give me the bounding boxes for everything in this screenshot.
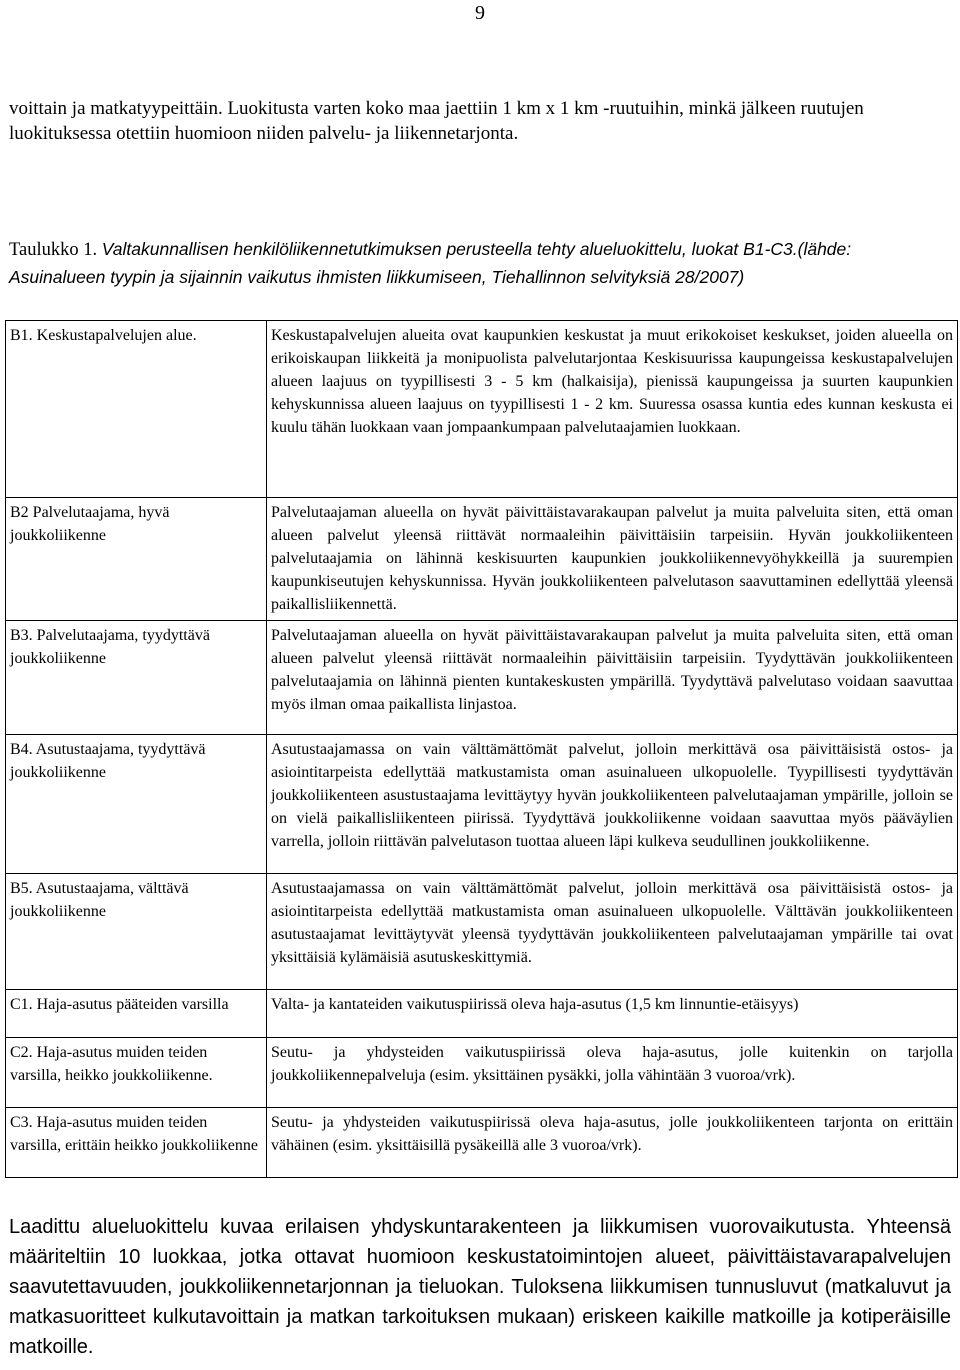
class-label: C1. Haja-asutus pääteiden varsilla: [6, 990, 267, 1038]
table-caption-source: (lähde: Asuinalueen tyypin ja sijainnin vaikutus ihmisten liikkumiseen, Tiehallinnon selvityksiä 28/2007): [9, 239, 852, 287]
table-row: [6, 1038, 958, 1108]
class-label: B1. Keskustapalvelujen alue.: [6, 321, 267, 498]
class-description: Asutustaajamassa on vain välttämättömät palvelut, jolloin merkittävä osa päivittäisistä ostos- ja asiointitarpeista edellyttää matkustamista oman asuinalueen ulkopuolelle. Tyypillisesti tyydyttävän joukkoliikenteen asustustaajama levittäytyy hyvän joukkoliikenteen palvelutaajaman ympärille, jolloin se on vielä paikallisliikenteen piirissä. Tyydyttävä joukkoliikenne voidaan saavuttaa myös pääväylien varrella, jolloin riittävän palvelutason tuottaa alueen läpi kulkeva seudullinen joukkoliikenne.: [267, 735, 958, 874]
table-row: [6, 321, 958, 498]
class-description: Keskustapalvelujen alueita ovat kaupunkien keskustat ja muut erikokoiset keskukset, joiden alueella on erikoiskaupan liikkeitä ja monipuolista palvelutarjontaa Keskisuurissa kaupungeissa keskustapalvelujen alueen laajuus on tyypillisesti 3 - 5 km (halkaisija), pienissä kaupungeissa ja suurten kaupunkien kehyskunnissa alueen laajuus on tyypillisesti 1 - 2 km. Suuressa osassa kuntia edes kunnan keskusta ei kuulu tähän luokkaan vaan jompaankumpaan palvelutaajamien luokkaan.: [267, 321, 958, 498]
area-classification-table: [5, 320, 958, 1178]
page-number: 9: [475, 2, 485, 24]
class-description: Palvelutaajaman alueella on hyvät päivittäistavarakaupan palvelut ja muita palveluita siten, että oman alueen palvelut yleensä riittävät normaaleihin päivittäisiin tarpeisiin. Tyydyttävän joukkoliikenteen palvelutaajamia on lähinnä pienten kuntakeskusten ympärillä. Tyydyttävä palvelutaso voidaan saavuttaa myös ilman omaa paikallista linjastoa.: [267, 621, 958, 735]
table-row: [6, 498, 958, 621]
class-description: Seutu- ja yhdysteiden vaikutuspiirissä oleva haja-asutus, jolle joukkoliikenteen tarjonta on erittäin vähäinen (esim. yksittäisillä pysäkeillä alle 3 vuoroa/vrk).: [267, 1108, 958, 1178]
class-label: B2 Palvelutaajama, hyvä joukkoliikenne: [6, 498, 267, 621]
table-caption: [9, 236, 951, 292]
class-description: Asutustaajamassa on vain välttämättömät palvelut, jolloin merkittävä osa päivittäisistä ostos- ja asiointitarpeista edellyttää matkustamista oman asuinalueen ulkopuolelle. Välttävän joukkoliikenteen asutustaajamat levittäytyvät yleensä tyydyttävän joukkoliikenteen palvelutaajaman ympärille tai ovat yksittäisiä kylämäisiä asutuskeskittymiä.: [267, 874, 958, 990]
class-label: B5. Asutustaajama, välttävä joukkoliikenne: [6, 874, 267, 990]
table-row: [6, 621, 958, 735]
class-description: Palvelutaajaman alueella on hyvät päivittäistavarakaupan palvelut ja muita palveluita siten, että oman alueen palvelut yleensä riittävät normaaleihin päivittäisiin tarpeisiin. Hyvän joukkoliikenteen palvelutaajamia on lähinnä keskisuurten kaupunkien joukkoliikennevyöhykkeillä ja suurempien kaupunkiseutujen kehyskunnissa. Hyvän joukkoliikenteen palvelutason saavuttaminen edellyttää yleensä paikallisliikennettä.: [267, 498, 958, 621]
class-label: C3. Haja-asutus muiden teiden varsilla, erittäin heikko joukkoliikenne: [6, 1108, 267, 1178]
class-label: C2. Haja-asutus muiden teiden varsilla, heikko joukkoliikenne.: [6, 1038, 267, 1108]
class-label: B4. Asutustaajama, tyydyttävä joukkoliikenne: [6, 735, 267, 874]
table-row: [6, 1108, 958, 1178]
table-caption-title: Valtakunnallisen henkilöliikennetutkimuksen perusteella tehty alueluokittelu, luokat B1-C3.: [101, 239, 798, 259]
intro-paragraph: voittain ja matkatyypeittäin. Luokitusta varten koko maa jaettiin 1 km x 1 km -ruutuihin, minkä jälkeen ruutujen luokituksessa otettiin huomioon niiden palvelu- ja liikennetarjonta.: [9, 98, 864, 144]
table-row: [6, 735, 958, 874]
table-row: [6, 990, 958, 1038]
table-caption-label: Taulukko 1.: [9, 240, 98, 260]
class-description: Valta- ja kantateiden vaikutuspiirissä oleva haja-asutus (1,5 km linnuntie-etäisyys): [267, 990, 958, 1038]
table-row: [6, 874, 958, 990]
class-description: Seutu- ja yhdysteiden vaikutuspiirissä oleva haja-asutus, jolle kuitenkin on tarjolla joukkoliikennepalveluja (esim. yksittäinen pysäkki, jolla vähintään 3 vuoroa/vrk).: [267, 1038, 958, 1108]
closing-paragraph: Laadittu alueluokittelu kuvaa erilaisen yhdyskuntarakenteen ja liikkumisen vuorovaikutusta. Yhteensä määriteltiin 10 luokkaa, jotka ottavat huomioon keskustatoimintojen alueet, päivittäistavarapalvelujen saavutettavuuden, joukkoliikennetarjonnan ja tieluokan. Tuloksena liikkumisen tunnusluvut (matkaluvut ja matkasuoritteet kulkutavoittain ja matkan tarkoituksen mukaan) eriskeen kaikille matkoille ja kotiperäisille matkoille.: [9, 1216, 951, 1358]
class-label: B3. Palvelutaajama, tyydyttävä joukkoliikenne: [6, 621, 267, 735]
